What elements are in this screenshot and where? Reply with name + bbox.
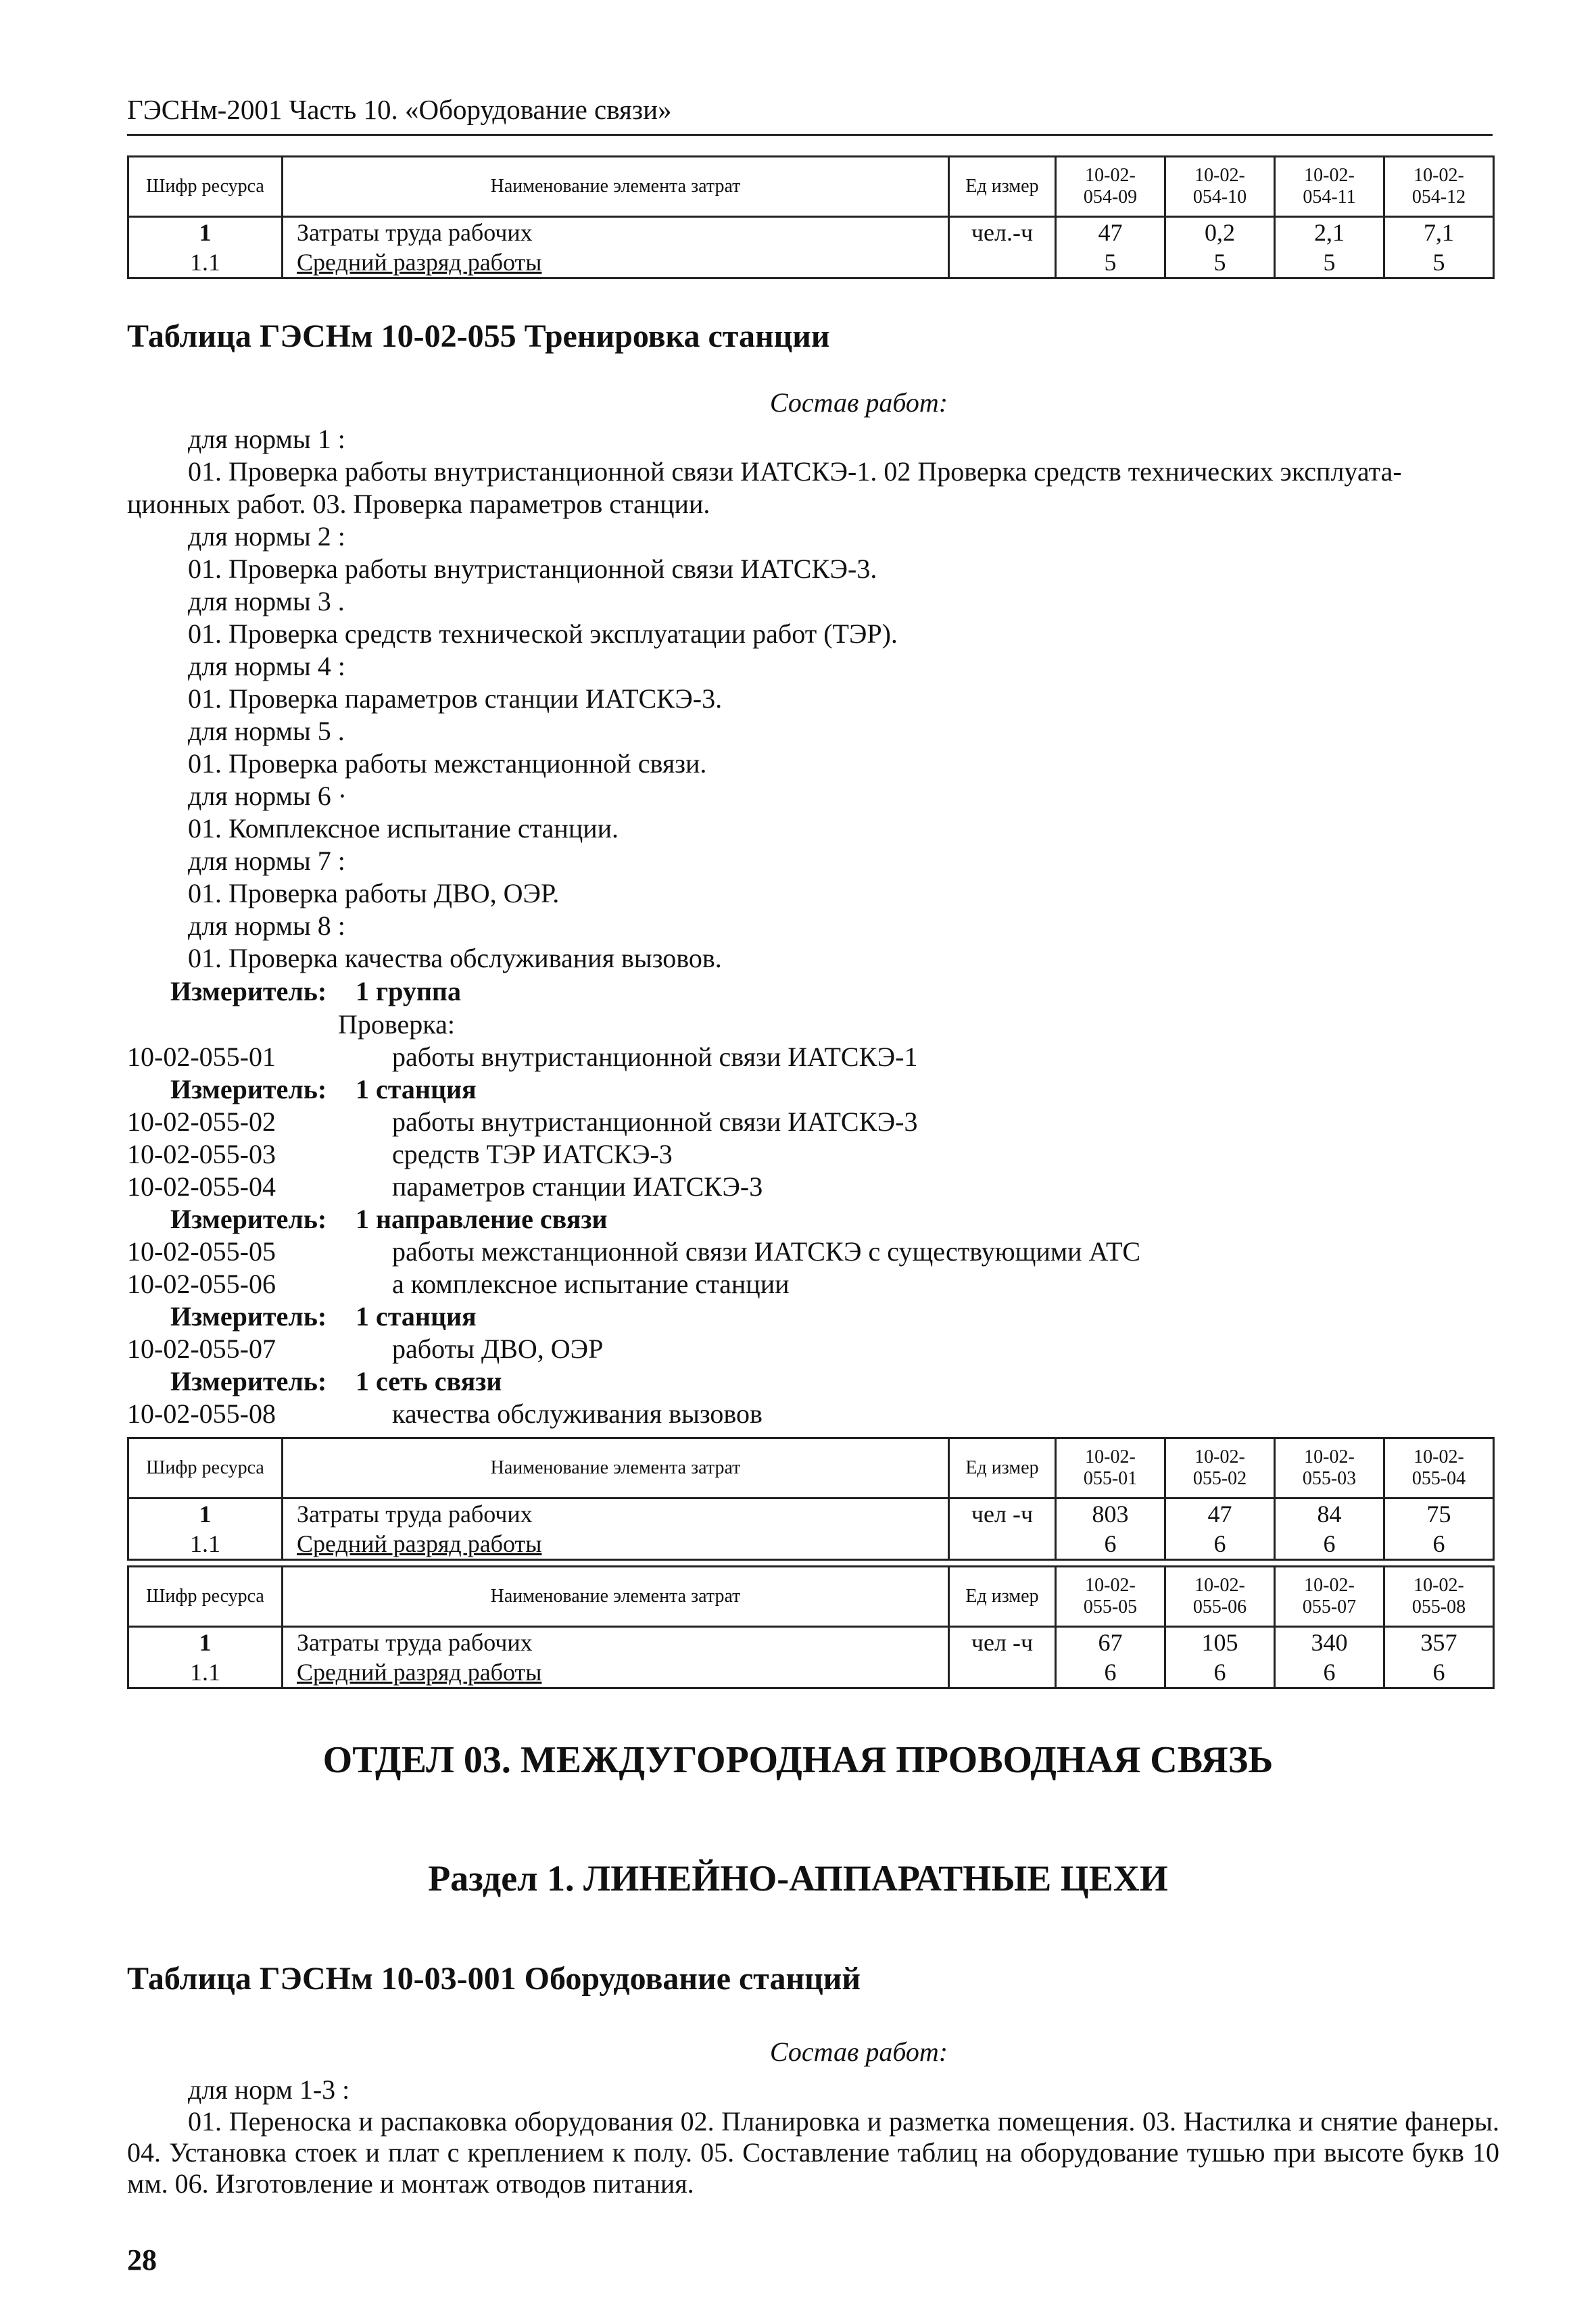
izmeritel-value: 1 станция bbox=[356, 1301, 477, 1332]
resource-value: 47 bbox=[1056, 217, 1165, 248]
resource-value: 5 bbox=[1384, 247, 1494, 278]
norm-code: 10-02-055-02 bbox=[127, 1106, 276, 1137]
resource-value: 7,1 bbox=[1384, 217, 1494, 248]
resource-code: 1.1 bbox=[128, 1657, 283, 1688]
col-name-header: Наименование элемента затрат bbox=[283, 1567, 949, 1627]
work-item: 01. Проверка работы межстанционной связи. bbox=[188, 748, 707, 779]
proverka-label: Проверка: bbox=[338, 1009, 455, 1040]
section-title-055: Таблица ГЭСНм 10-02-055 Тренировка станции bbox=[127, 318, 830, 354]
col-code-header: Шифр ресурса bbox=[128, 1438, 283, 1498]
resource-name: Средний разряд работы bbox=[283, 247, 949, 278]
work-item: 01. Проверка работы внутристанционной связи ИАТСКЭ-3. bbox=[188, 554, 877, 584]
running-header: ГЭСНм-2001 Часть 10. «Оборудование связи» bbox=[127, 94, 672, 125]
resource-value: 5 bbox=[1165, 247, 1275, 278]
resource-table-054 bbox=[127, 155, 1495, 279]
resource-value: 84 bbox=[1275, 1498, 1384, 1530]
col-name-header: Наименование элемента затрат bbox=[283, 157, 949, 217]
norm-label: для нормы 2 : bbox=[188, 521, 345, 552]
sostav-heading: Состав работ: bbox=[769, 387, 948, 418]
col-unit-header: Ед измер bbox=[949, 1567, 1056, 1627]
resource-table-055-b bbox=[127, 1565, 1495, 1689]
resource-name: Средний разряд работы bbox=[283, 1529, 949, 1560]
resource-code: 1.1 bbox=[128, 247, 283, 278]
resource-code: 1.1 bbox=[128, 1529, 283, 1560]
page-number: 28 bbox=[127, 2243, 157, 2276]
norm-desc: а комплексное испытание станции bbox=[392, 1269, 790, 1299]
norm-label: для нормы 7 : bbox=[188, 846, 345, 876]
work-item: 01. Проверка работы внутристанционной связи ИАТСКЭ-1. 02 Проверка средств технических эксплуата- bbox=[188, 456, 1402, 487]
resource-value: 6 bbox=[1165, 1529, 1275, 1560]
resource-name: Затраты труда рабочих bbox=[283, 1627, 949, 1658]
norm-header: 10-02- 055-03 bbox=[1275, 1438, 1384, 1498]
izmeritel-value: 1 направление связи bbox=[356, 1204, 608, 1234]
izmeritel-label: Измеритель: bbox=[170, 1074, 327, 1104]
resource-value: 75 bbox=[1384, 1498, 1494, 1530]
norm-label: для нормы 3 . bbox=[188, 586, 345, 616]
resource-value: 340 bbox=[1275, 1627, 1384, 1658]
work-item: 01. Проверка параметров станции ИАТСКЭ-3. bbox=[188, 683, 723, 714]
norm-header: 10-02- 054-10 bbox=[1165, 157, 1275, 217]
izmeritel-label: Измеритель: bbox=[170, 1204, 327, 1234]
norm-desc: работы внутристанционной связи ИАТСКЭ-3 bbox=[392, 1106, 918, 1137]
work-description: 01. Переноска и распаковка оборудования 02. Планировка и разметка помещения. 03. Настилка и снятие фанеры. 04. Установка стоек и плат с креплением к полу. 05. Составление таблиц на оборудование тушью при высоте букв 10 мм. 06. Изготовление и монтаж отводов питания. bbox=[127, 2106, 1499, 2199]
izmeritel-value: 1 станция bbox=[356, 1074, 477, 1104]
norm-label: для норм 1-3 : bbox=[188, 2074, 350, 2105]
norm-desc: работы ДВО, ОЭР bbox=[392, 1334, 604, 1364]
sostav-heading: Состав работ: bbox=[769, 2037, 948, 2067]
norm-code: 10-02-055-05 bbox=[127, 1236, 276, 1267]
header-rule bbox=[127, 134, 1493, 136]
resource-value: 6 bbox=[1384, 1657, 1494, 1688]
section-title-03-001: Таблица ГЭСНм 10-03-001 Оборудование станций bbox=[127, 1961, 861, 1997]
izmeritel-value: 1 сеть связи bbox=[356, 1366, 502, 1396]
resource-value: 6 bbox=[1384, 1529, 1494, 1560]
col-code-header: Шифр ресурса bbox=[128, 1567, 283, 1627]
norm-label: для нормы 5 . bbox=[188, 716, 345, 746]
norm-header: 10-02- 055-07 bbox=[1275, 1567, 1384, 1627]
work-item: 01. Комплексное испытание станции. bbox=[188, 813, 619, 844]
resource-value: 357 bbox=[1384, 1627, 1494, 1658]
resource-value: 47 bbox=[1165, 1498, 1275, 1530]
resource-value: 6 bbox=[1275, 1657, 1384, 1688]
col-code-header: Шифр ресурса bbox=[128, 157, 283, 217]
norm-label: для нормы 8 : bbox=[188, 910, 345, 941]
norm-desc: качества обслуживания вызовов bbox=[392, 1398, 763, 1429]
resource-unit bbox=[949, 1529, 1056, 1560]
norm-label: для нормы 1 : bbox=[188, 424, 345, 454]
col-unit-header: Ед измер bbox=[949, 1438, 1056, 1498]
norm-code: 10-02-055-08 bbox=[127, 1398, 276, 1429]
otdel-title: ОТДЕЛ 03. МЕЖДУГОРОДНАЯ ПРОВОДНАЯ СВЯЗЬ bbox=[322, 1739, 1274, 1781]
resource-unit bbox=[949, 1657, 1056, 1688]
norm-header: 10-02- 055-04 bbox=[1384, 1438, 1494, 1498]
resource-unit: чел.-ч bbox=[949, 217, 1056, 248]
norm-code: 10-02-055-01 bbox=[127, 1042, 276, 1072]
resource-unit bbox=[949, 247, 1056, 278]
resource-table-055-a bbox=[127, 1437, 1495, 1561]
work-item: 01. Проверка качества обслуживания вызовов. bbox=[188, 943, 722, 973]
resource-value: 0,2 bbox=[1165, 217, 1275, 248]
resource-value: 803 bbox=[1056, 1498, 1165, 1530]
resource-unit: чел -ч bbox=[949, 1498, 1056, 1530]
norm-label: для нормы 6 · bbox=[188, 781, 347, 811]
resource-code: 1 bbox=[128, 1627, 283, 1658]
razdel-title: Раздел 1. ЛИНЕЙНО-АППАРАТНЫЕ ЦЕХИ bbox=[428, 1858, 1168, 1899]
resource-value: 67 bbox=[1056, 1627, 1165, 1658]
norm-code: 10-02-055-03 bbox=[127, 1139, 276, 1169]
resource-name: Затраты труда рабочих bbox=[283, 217, 949, 248]
norm-header: 10-02- 055-08 bbox=[1384, 1567, 1494, 1627]
resource-name: Средний разряд работы bbox=[283, 1657, 949, 1688]
resource-value: 105 bbox=[1165, 1627, 1275, 1658]
izmeritel-label: Измеритель: bbox=[170, 1301, 327, 1332]
izmeritel-label: Измеритель: bbox=[170, 1366, 327, 1396]
work-item: ционных работ. 03. Проверка параметров станции. bbox=[127, 489, 710, 519]
resource-code: 1 bbox=[128, 1498, 283, 1530]
resource-value: 5 bbox=[1275, 247, 1384, 278]
norm-header: 10-02- 055-02 bbox=[1165, 1438, 1275, 1498]
work-item: 01. Проверка работы ДВО, ОЭР. bbox=[188, 878, 560, 908]
norm-code: 10-02-055-04 bbox=[127, 1171, 276, 1202]
norm-header: 10-02- 054-12 bbox=[1384, 157, 1494, 217]
resource-value: 6 bbox=[1056, 1657, 1165, 1688]
norm-code: 10-02-055-06 bbox=[127, 1269, 276, 1299]
izmeritel-label: Измеритель: bbox=[170, 976, 327, 1006]
resource-value: 2,1 bbox=[1275, 217, 1384, 248]
norm-header: 10-02- 055-06 bbox=[1165, 1567, 1275, 1627]
resource-unit: чел -ч bbox=[949, 1627, 1056, 1658]
izmeritel-value: 1 группа bbox=[356, 976, 461, 1006]
norm-desc: работы внутристанционной связи ИАТСКЭ-1 bbox=[392, 1042, 918, 1072]
norm-header: 10-02- 055-01 bbox=[1056, 1438, 1165, 1498]
norm-header: 10-02- 054-09 bbox=[1056, 157, 1165, 217]
resource-value: 5 bbox=[1056, 247, 1165, 278]
resource-value: 6 bbox=[1275, 1529, 1384, 1560]
norm-label: для нормы 4 : bbox=[188, 651, 345, 681]
norm-desc: средств ТЭР ИАТСКЭ-3 bbox=[392, 1139, 673, 1169]
work-item: 01. Проверка средств технической эксплуатации работ (ТЭР). bbox=[188, 618, 898, 649]
col-name-header: Наименование элемента затрат bbox=[283, 1438, 949, 1498]
norm-desc: работы межстанционной связи ИАТСКЭ с существующими АТС bbox=[392, 1236, 1141, 1267]
norm-header: 10-02- 055-05 bbox=[1056, 1567, 1165, 1627]
resource-value: 6 bbox=[1056, 1529, 1165, 1560]
norm-header: 10-02- 054-11 bbox=[1275, 157, 1384, 217]
resource-value: 6 bbox=[1165, 1657, 1275, 1688]
resource-name: Затраты труда рабочих bbox=[283, 1498, 949, 1530]
norm-desc: параметров станции ИАТСКЭ-3 bbox=[392, 1171, 763, 1202]
col-unit-header: Ед измер bbox=[949, 157, 1056, 217]
resource-code: 1 bbox=[128, 217, 283, 248]
norm-code: 10-02-055-07 bbox=[127, 1334, 276, 1364]
